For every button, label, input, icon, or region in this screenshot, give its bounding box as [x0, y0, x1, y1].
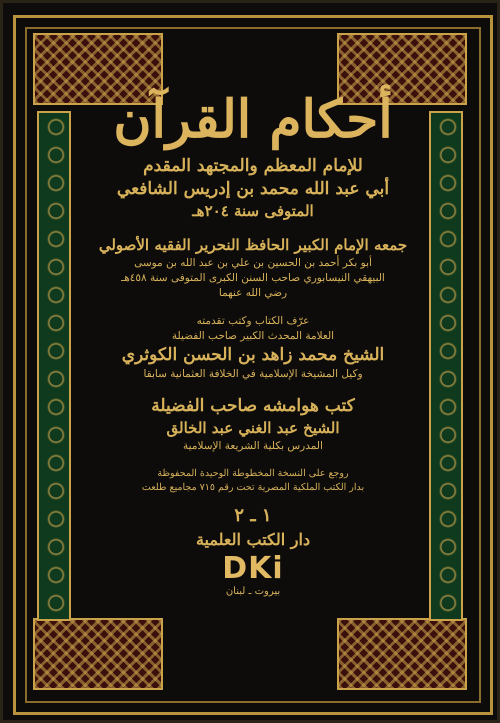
volume-number: ١ ـ ٢ [234, 504, 272, 526]
intro-line-4: وكيل المشيخة الإسلامية في الخلافة العثمانية سابقا [143, 367, 363, 380]
compiler-line-4: رضي الله عنهما [218, 286, 288, 299]
author-line-2: أبي عبد الله محمد بن إدريس الشافعي [116, 178, 390, 199]
author-line-3: المتوفى سنة ٢٠٤هـ [192, 201, 314, 220]
side-ornament-left [37, 111, 71, 621]
compiler-line-3: البيهقي النيسابوري صاحب السنن الكبرى المتوفى سنة ٤٥٨هـ [121, 271, 385, 284]
publisher-name: دار الكتب العلمية [195, 529, 311, 549]
publisher-city: بيروت ـ لبنان [225, 585, 281, 597]
intro-line-2: العلامة المحدث الكبير صاحب الفضيلة [171, 329, 335, 342]
publisher-logo: DKi [222, 550, 284, 586]
notes-line-2: الشيخ عبد الغني عبد الخالق [166, 418, 340, 437]
notes-line-1: كتب هوامشه صاحب الفضيلة [151, 395, 355, 416]
book-title: أحكام القرآن [113, 89, 393, 150]
compiler-line-2: أبو بكر أحمد بن الحسين بن علي بن عبد الله بن موسى [134, 256, 372, 269]
intro-line-1: عرّف الكتاب وكتب تقدمته [196, 314, 310, 327]
side-ornament-right [429, 111, 463, 621]
source-line-1: روجع على النسخة المخطوطة الوحيدة المحفوظة [157, 467, 349, 479]
intro-line-3: الشيخ محمد زاهد بن الحسن الكوثري [121, 344, 385, 365]
cover-text [83, 78, 423, 638]
author-line-1: للإمام المعظم والمجتهد المقدم [143, 155, 363, 176]
source-line-2: بدار الكتب الملكية المصرية تحت رقم ٧١٥ مجاميع طلعت [141, 481, 365, 493]
notes-line-3: المدرس بكلية الشريعة الإسلامية [183, 439, 323, 452]
compiler-line-1: جمعه الإمام الكبير الحافظ النحرير الفقيه الأصولي [98, 235, 408, 254]
